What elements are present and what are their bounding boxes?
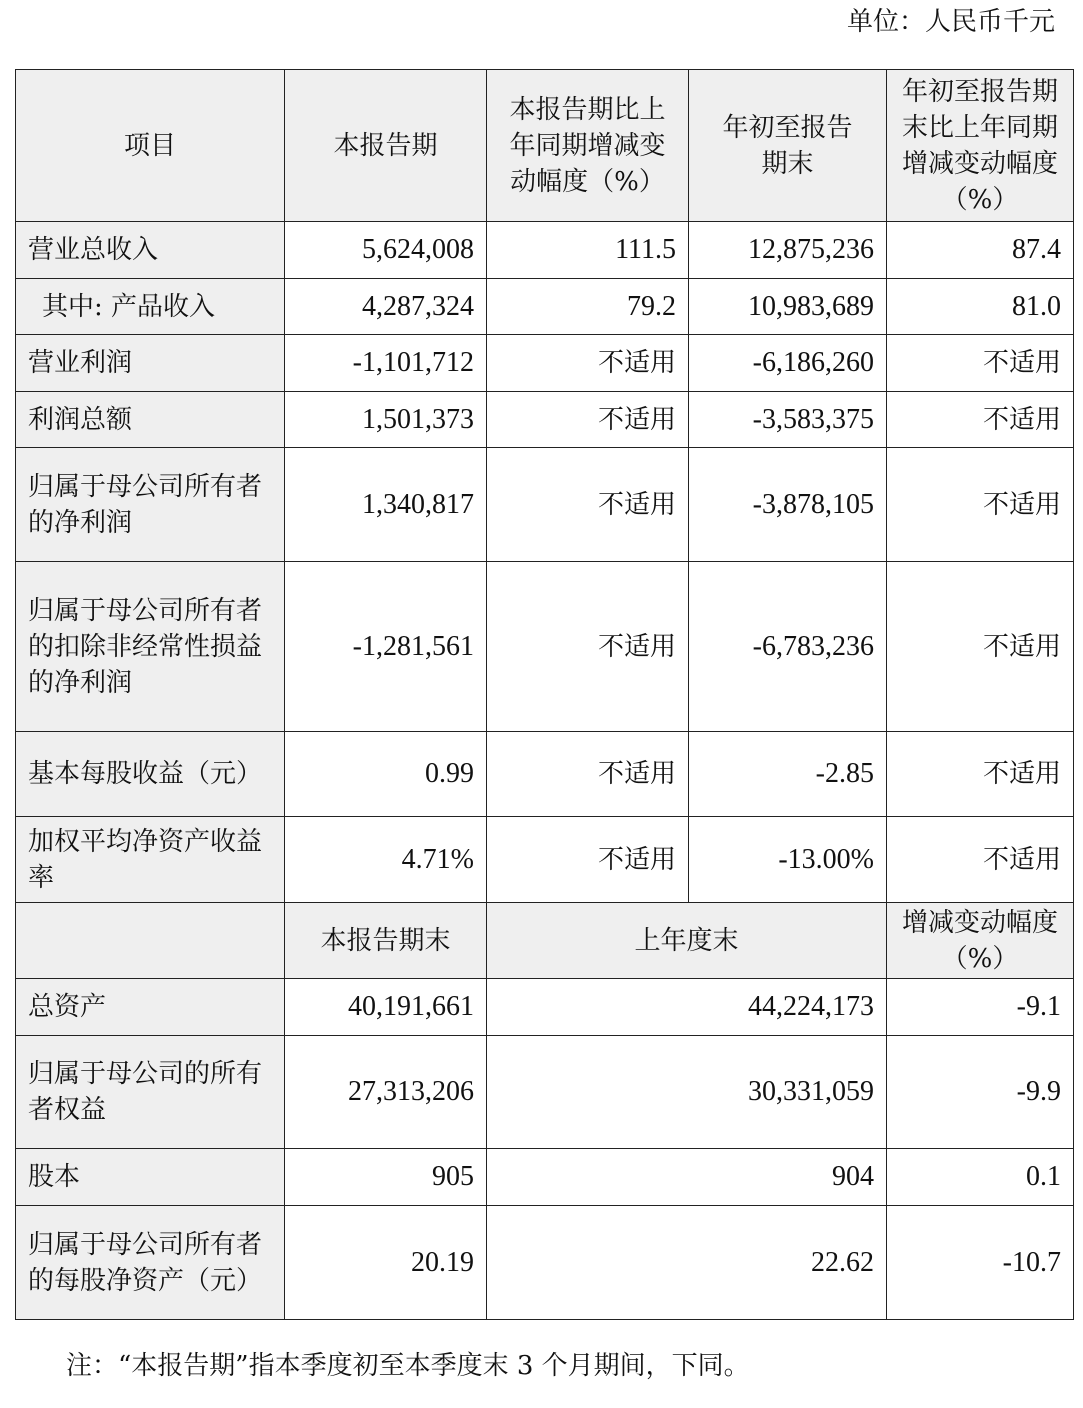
row-label: 基本每股收益（元） bbox=[16, 732, 285, 817]
header2-change: 增减变动幅度（%） bbox=[887, 903, 1074, 979]
row-current: 1,501,373 bbox=[285, 392, 487, 448]
row-current-end: 40,191,661 bbox=[285, 979, 487, 1036]
row-ytd-change: 不适用 bbox=[887, 448, 1074, 562]
row-label: 归属于母公司所有者的扣除非经常性损益的净利润 bbox=[16, 562, 285, 732]
row-current-end: 905 bbox=[285, 1149, 487, 1206]
row-current: 1,340,817 bbox=[285, 448, 487, 562]
row-current-change: 111.5 bbox=[487, 222, 689, 279]
row-current: 0.99 bbox=[285, 732, 487, 817]
row-ytd-change: 81.0 bbox=[887, 279, 1074, 335]
table-row bbox=[16, 279, 1074, 335]
row-label: 营业总收入 bbox=[16, 222, 285, 279]
row-prev-year-end: 904 bbox=[487, 1149, 887, 1206]
header-ytd-change: 年初至报告期末比上年同期增减变动幅度（%） bbox=[887, 70, 1074, 222]
table-row bbox=[16, 1206, 1074, 1320]
row-prev-year-end: 44,224,173 bbox=[487, 979, 887, 1036]
header-ytd: 年初至报告期末 bbox=[689, 70, 887, 222]
table-row bbox=[16, 335, 1074, 392]
row-prev-year-end: 30,331,059 bbox=[487, 1036, 887, 1149]
table-row bbox=[16, 1149, 1074, 1206]
table-row bbox=[16, 448, 1074, 562]
table-header-row bbox=[16, 70, 1074, 222]
unit-label: 单位：人民币千元 bbox=[846, 7, 1055, 37]
row-current: 5,624,008 bbox=[285, 222, 487, 279]
table-row bbox=[16, 817, 1074, 903]
row-label: 归属于母公司的所有者权益 bbox=[16, 1036, 285, 1149]
row-label: 利润总额 bbox=[16, 392, 285, 448]
row-label: 归属于母公司所有者的每股净资产（元） bbox=[16, 1206, 285, 1320]
row-prev-year-end: 22.62 bbox=[487, 1206, 887, 1320]
row-label: 其中: 产品收入 bbox=[16, 279, 285, 335]
row-ytd-change: 不适用 bbox=[887, 562, 1074, 732]
row-ytd: 12,875,236 bbox=[689, 222, 887, 279]
row-change: -10.7 bbox=[887, 1206, 1074, 1320]
row-ytd-change: 不适用 bbox=[887, 335, 1074, 392]
row-change: -9.9 bbox=[887, 1036, 1074, 1149]
row-current-change: 不适用 bbox=[487, 392, 689, 448]
row-label: 加权平均净资产收益率 bbox=[16, 817, 285, 903]
table-row bbox=[16, 732, 1074, 817]
table-row bbox=[16, 222, 1074, 279]
table-row bbox=[16, 1036, 1074, 1149]
header2-current-end: 本报告期末 bbox=[285, 903, 487, 979]
row-ytd: -2.85 bbox=[689, 732, 887, 817]
footnote: 注：“本报告期”指本季度初至本季度末 3 个月期间，下同。 bbox=[66, 1351, 750, 1381]
row-ytd: -6,783,236 bbox=[689, 562, 887, 732]
row-current: 4,287,324 bbox=[285, 279, 487, 335]
row-current: 4.71% bbox=[285, 817, 487, 903]
row-ytd-change: 87.4 bbox=[887, 222, 1074, 279]
financial-table bbox=[15, 69, 1074, 1320]
table-row bbox=[16, 979, 1074, 1036]
row-current-change: 不适用 bbox=[487, 562, 689, 732]
header2-empty bbox=[16, 903, 285, 979]
row-label: 营业利润 bbox=[16, 335, 285, 392]
row-ytd-change: 不适用 bbox=[887, 817, 1074, 903]
row-current: -1,101,712 bbox=[285, 335, 487, 392]
row-current-end: 27,313,206 bbox=[285, 1036, 487, 1149]
row-current-change: 不适用 bbox=[487, 732, 689, 817]
row-label: 总资产 bbox=[16, 979, 285, 1036]
row-label: 归属于母公司所有者的净利润 bbox=[16, 448, 285, 562]
row-change: 0.1 bbox=[887, 1149, 1074, 1206]
row-ytd: -6,186,260 bbox=[689, 335, 887, 392]
table-row bbox=[16, 562, 1074, 732]
table-row bbox=[16, 392, 1074, 448]
row-ytd: -13.00% bbox=[689, 817, 887, 903]
row-label: 股本 bbox=[16, 1149, 285, 1206]
table-header-row-2 bbox=[16, 903, 1074, 979]
row-change: -9.1 bbox=[887, 979, 1074, 1036]
row-current-end: 20.19 bbox=[285, 1206, 487, 1320]
row-ytd: -3,583,375 bbox=[689, 392, 887, 448]
header-current-change: 本报告期比上年同期增减变动幅度（%） bbox=[487, 70, 689, 222]
row-ytd-change: 不适用 bbox=[887, 392, 1074, 448]
row-current-change: 不适用 bbox=[487, 335, 689, 392]
row-current-change: 79.2 bbox=[487, 279, 689, 335]
row-ytd: -3,878,105 bbox=[689, 448, 887, 562]
header2-prev-year-end: 上年度末 bbox=[487, 903, 887, 979]
header-item: 项目 bbox=[16, 70, 285, 222]
row-ytd: 10,983,689 bbox=[689, 279, 887, 335]
row-current-change: 不适用 bbox=[487, 817, 689, 903]
header-current: 本报告期 bbox=[285, 70, 487, 222]
row-ytd-change: 不适用 bbox=[887, 732, 1074, 817]
row-current: -1,281,561 bbox=[285, 562, 487, 732]
row-current-change: 不适用 bbox=[487, 448, 689, 562]
